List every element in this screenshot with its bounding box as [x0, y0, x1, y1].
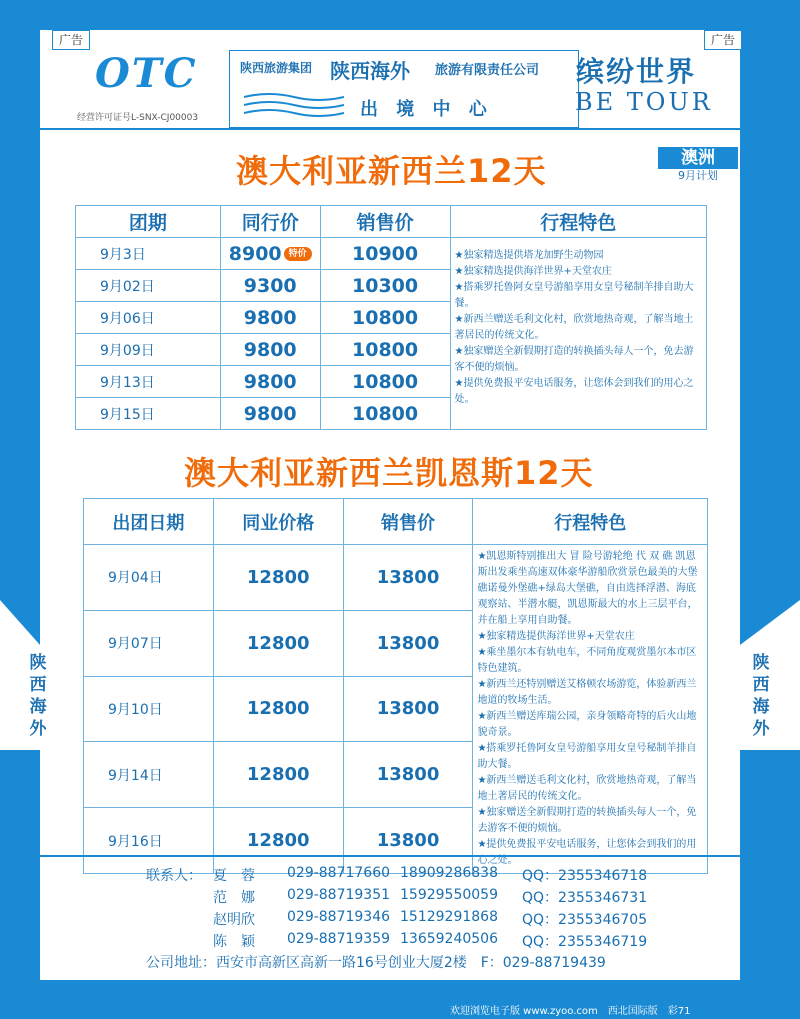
peer-price-cell: 12800 [213, 610, 343, 676]
header-cell: 团期 [76, 206, 221, 238]
section1-table [75, 205, 707, 430]
feature-item: ★搭乘罗托鲁阿女皇号游船享用女皇号秘制羊排自助大餐。 [454, 282, 694, 309]
peer-price-cell: 12800 [213, 742, 343, 808]
date-cell: 9月06日 [76, 302, 221, 334]
contact-label: 联系人： [146, 868, 202, 884]
contact-mobile: 15129291868 [400, 909, 498, 925]
sale-price-cell: 10800 [320, 302, 450, 334]
contact-qq: QQ：2355346731 [522, 890, 648, 906]
feature-item: ★独家精选提供海洋世界+天堂农庄 [454, 266, 612, 277]
center-name: 出 境 中 心 [360, 99, 493, 120]
peer-price-cell [220, 238, 320, 270]
feature-item: ★独家赠送全新假期打造的转换插头每人一个，免去游客不便的烦恼。 [454, 346, 694, 373]
sale-price-cell: 13800 [343, 676, 473, 742]
contact-name: 夏 蓉 [213, 868, 255, 884]
region-name: 澳洲 [658, 147, 738, 169]
feature-item: ★独家精选提供海洋世界+天堂农庄 [477, 631, 635, 642]
contact-mobile: 13659240506 [400, 931, 498, 947]
date-cell: 9月09日 [76, 334, 221, 366]
sale-price-cell: 10800 [320, 366, 450, 398]
feature-item: ★搭乘罗托鲁阿女皇号游船享用女皇号秘制羊排自助大餐。 [477, 743, 697, 770]
contact-tel: 029-88717660 [287, 865, 391, 881]
contact-mobile: 18909286838 [400, 865, 498, 881]
ad-tag-left: 广告 [52, 30, 90, 50]
be-tour-en: BE TOUR [575, 88, 713, 116]
side-label-right: 陕西海外 [752, 653, 770, 739]
sale-price-cell: 10300 [320, 270, 450, 302]
feature-item: ★凯恩斯特别推出大 冒 险号游轮绝 代 双 礁 凯恩斯出发乘坐高速双体豪华游船欣赏景色最美的大堡礁诺曼外堡礁+绿岛大堡礁，自由选择浮潜、海底观察站、半潜水艇，凯恩斯最大的水上三层平台，并在船上享用自助餐。 [477, 551, 698, 626]
contact-name: 赵明欣 [213, 912, 255, 928]
company-address: 公司地址：西安市高新区高新一路16号创业大厦2楼 F：029-88719439 [146, 955, 606, 971]
brand-name: 陕西海外 [330, 59, 410, 83]
peer-price-cell: 9800 [220, 398, 320, 430]
feature-item: ★新西兰还特别赠送艾格顿农场游览，体验新西兰地道的牧场生活。 [477, 679, 697, 706]
group-name: 陕西旅游集团 [240, 61, 313, 75]
region-plan: 9月计划 [658, 169, 738, 183]
contact-mobile: 15929550059 [400, 887, 498, 903]
section2-table [83, 498, 708, 874]
special-badge: 特价 [284, 247, 312, 261]
contact-qq: QQ：2355346705 [522, 912, 648, 928]
table-row [84, 545, 708, 611]
header-cell: 出团日期 [84, 499, 214, 545]
peer-price: 8900 [228, 242, 282, 265]
header [40, 30, 740, 130]
header-cell: 同业价格 [213, 499, 343, 545]
features-cell [473, 545, 708, 874]
feature-item: ★新西兰赠送毛利文化村，欣赏地热奇观，了解当地土著居民的传统文化。 [477, 775, 697, 802]
peer-price-cell: 12800 [213, 676, 343, 742]
section1-title: 澳大利亚新西兰12天 [236, 152, 547, 190]
feature-item: ★独家赠送全新假期打造的转换插头每人一个，免去游客不便的烦恼。 [477, 807, 697, 834]
header-cell: 销售价 [320, 206, 450, 238]
company-box [229, 50, 579, 128]
date-cell: 9月3日 [76, 238, 221, 270]
sale-price-cell: 13800 [343, 610, 473, 676]
contact-tel: 029-88719359 [287, 931, 391, 947]
feature-item: ★独家精选提供塔龙加野生动物园 [454, 250, 604, 261]
date-cell: 9月07日 [84, 610, 214, 676]
sale-price-cell: 10900 [320, 238, 450, 270]
header-cell: 同行价 [220, 206, 320, 238]
otc-logo: OTC [95, 50, 198, 97]
footer: 欢迎浏览电子版 www.zyoo.com 西北国际版 彩71 [450, 1006, 691, 1017]
license-number: 经营许可证号L-SNX-CJ00003 [77, 113, 199, 123]
peer-price-cell: 12800 [213, 808, 343, 874]
feature-item: ★提供免费报平安电话服务，让您体会到我们的用心之处。 [454, 378, 694, 405]
contact-name: 陈 颖 [213, 934, 255, 950]
peer-price-cell: 9800 [220, 302, 320, 334]
date-cell: 9月13日 [76, 366, 221, 398]
section2-title: 澳大利亚新西兰凯恩斯12天 [184, 454, 594, 492]
sale-price-cell: 13800 [343, 545, 473, 611]
contact-qq: QQ：2355346719 [522, 934, 648, 950]
date-cell: 9月04日 [84, 545, 214, 611]
header-cell: 销售价 [343, 499, 473, 545]
side-label-left: 陕西海外 [29, 653, 47, 739]
contact-tel: 029-88719346 [287, 909, 391, 925]
contact-qq: QQ：2355346718 [522, 868, 648, 884]
contact-name: 范 娜 [213, 890, 255, 906]
features-cell [450, 238, 707, 430]
contact-tel: 029-88719351 [287, 887, 391, 903]
peer-price-cell: 9800 [220, 366, 320, 398]
header-cell: 行程特色 [450, 206, 707, 238]
date-cell: 9月15日 [76, 398, 221, 430]
region-badge [658, 147, 738, 183]
header-cell: 行程特色 [473, 499, 708, 545]
sale-price-cell: 10800 [320, 398, 450, 430]
date-cell: 9月14日 [84, 742, 214, 808]
feature-item: ★新西兰赠送库瑞公园，亲身领略奇特的后火山地貌奇景。 [477, 711, 697, 738]
sale-price-cell: 10800 [320, 334, 450, 366]
feature-item: ★乘坐墨尔本有轨电车，不同角度观赏墨尔本市区特色建筑。 [477, 647, 697, 674]
be-tour-cn: 缤纷世界 [576, 55, 697, 88]
company-name: 旅游有限责任公司 [435, 63, 540, 78]
peer-price-cell: 9800 [220, 334, 320, 366]
feature-item: ★提供免费报平安电话服务，让您体会到我们的用心之处。 [477, 839, 697, 866]
date-cell: 9月10日 [84, 676, 214, 742]
waves-icon [244, 91, 344, 121]
sale-price-cell: 13800 [343, 742, 473, 808]
table-row [76, 238, 707, 270]
peer-price-cell: 9300 [220, 270, 320, 302]
contacts-block [40, 855, 740, 970]
peer-price-cell: 12800 [213, 545, 343, 611]
ad-tag-right: 广告 [704, 30, 742, 50]
date-cell: 9月02日 [76, 270, 221, 302]
date-cell: 9月16日 [84, 808, 214, 874]
sale-price-cell: 13800 [343, 808, 473, 874]
feature-item: ★新西兰赠送毛利文化村，欣赏地热奇观，了解当地土著居民的传统文化。 [454, 314, 694, 341]
